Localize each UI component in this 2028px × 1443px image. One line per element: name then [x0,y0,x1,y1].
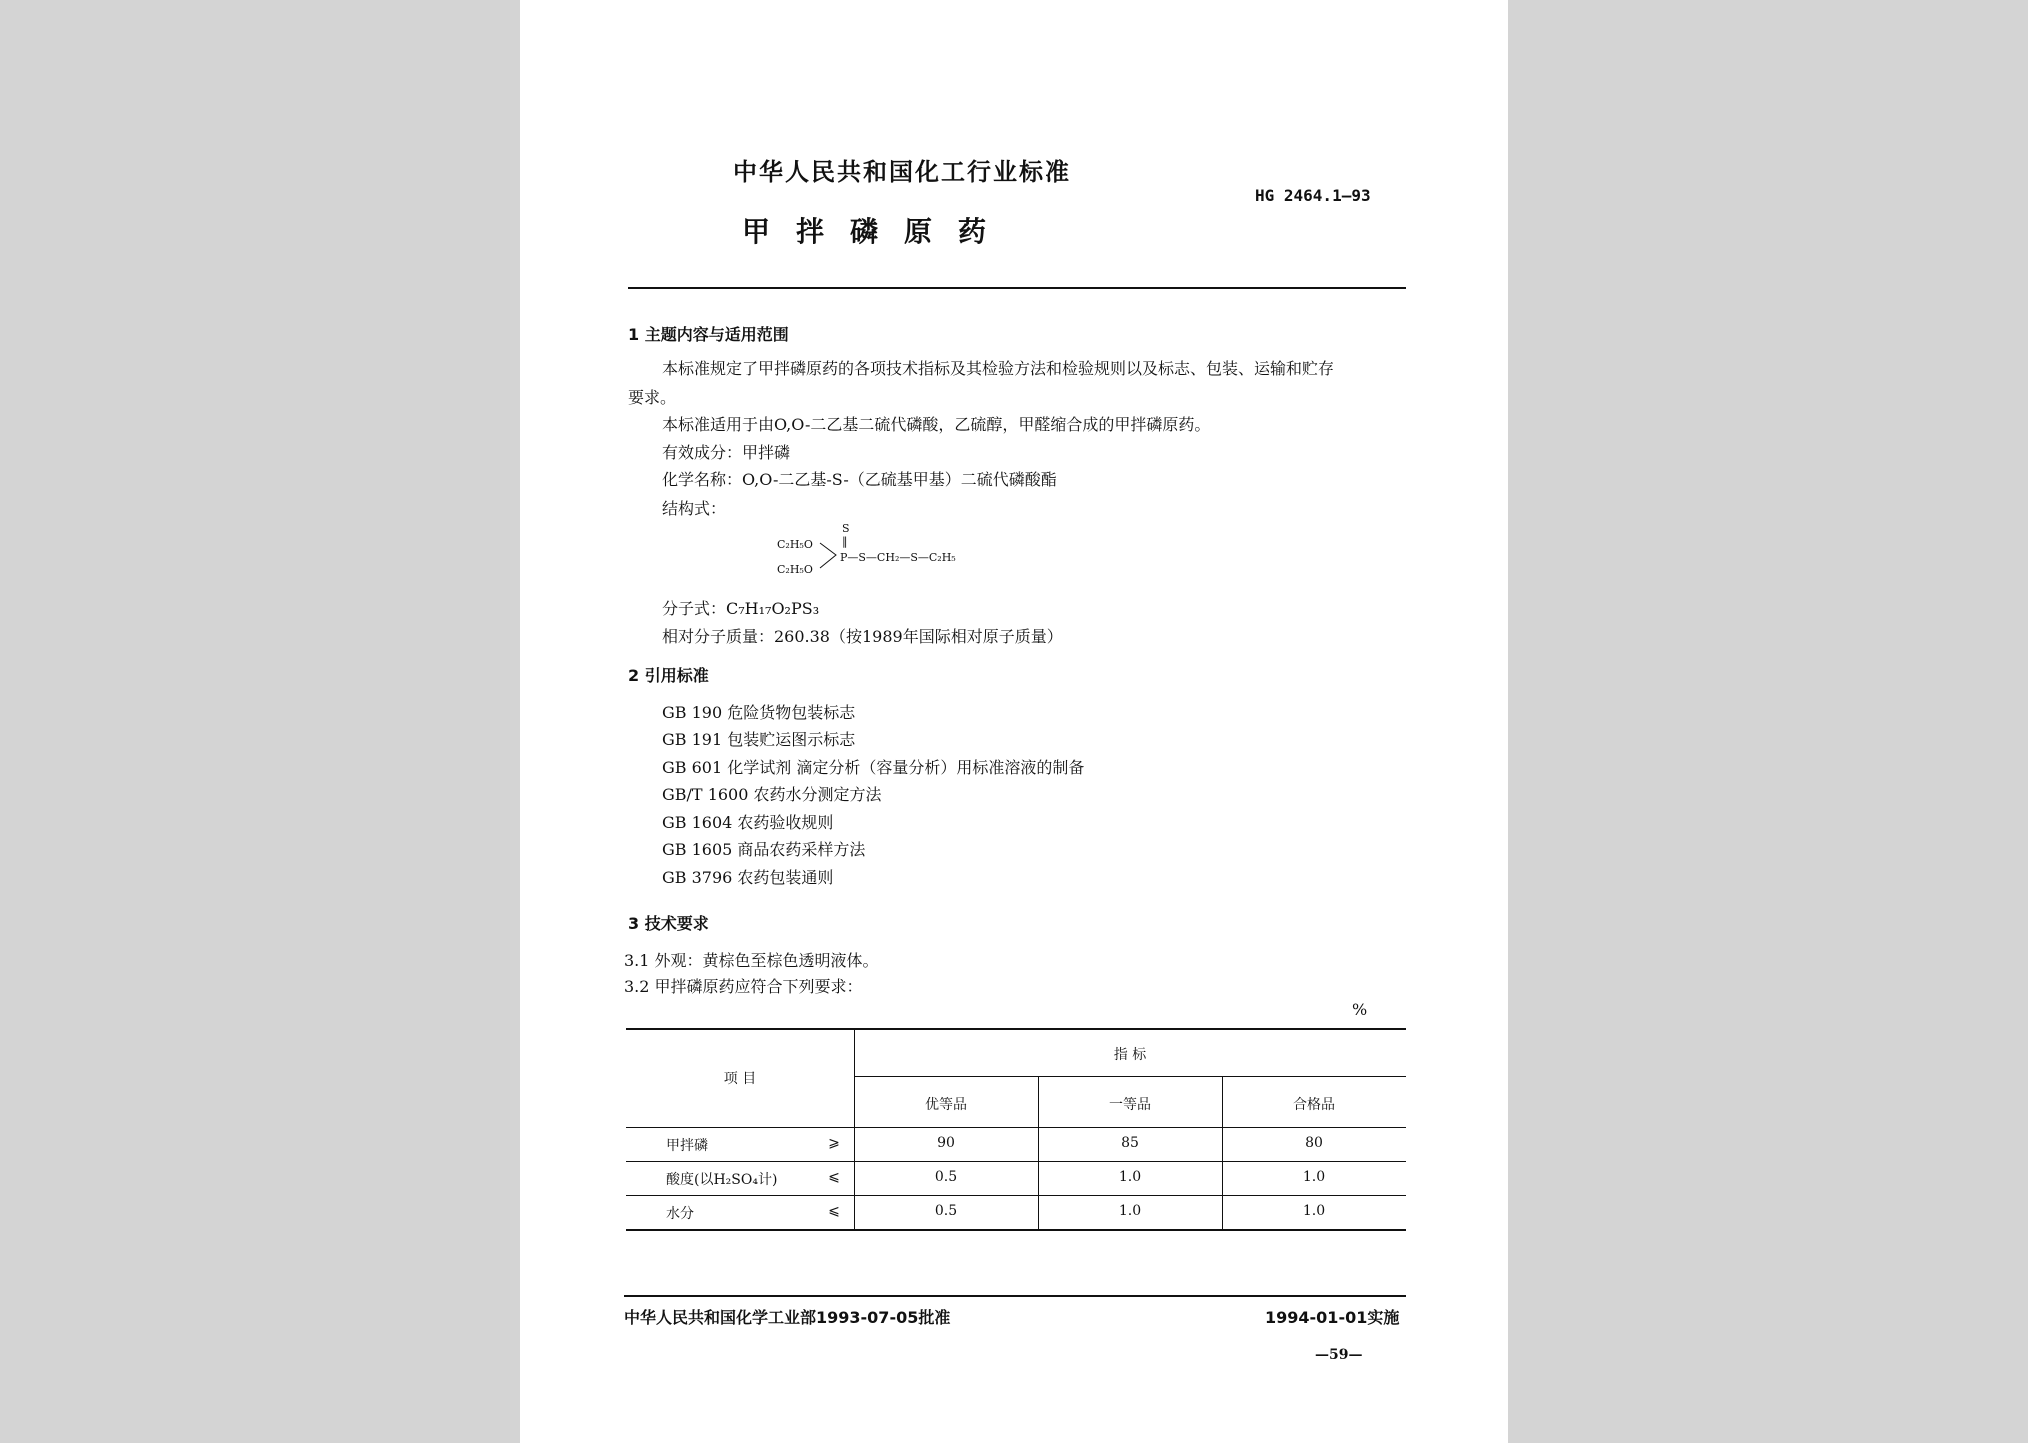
page-number: —59— [1315,1347,1363,1363]
reference-item: GB 190 危险货物包装标志 [662,703,856,722]
table-header-index: 指 标 [1113,1047,1147,1063]
row-name: 甲拌磷 [666,1138,708,1154]
structure-label: 结构式： [662,499,727,518]
structure-chain: P—S—CH₂—S—C₂H₅ [840,551,956,564]
table-bottom-rule [626,1229,1406,1231]
structure-ethoxy-1: C₂H₅O [777,538,813,551]
implementation-date: 1994-01-01实施 [1265,1308,1400,1327]
table-header-item: 项 目 [723,1071,757,1087]
section3-heading: 3 技术要求 [628,914,709,933]
molecular-formula: 分子式：C₇H₁₇O₂PS₃ [662,599,820,618]
row-name: 酸度(以H₂SO₄计) [666,1172,778,1188]
table-header-bottom [626,1127,1406,1128]
row-value: 1.0 [1118,1203,1142,1219]
section1-para2: 本标准适用于由O,O-二乙基二硫代磷酸，乙硫醇，甲醛缩合成的甲拌磷原药。 [662,415,1211,434]
requirement-3-2: 3.2 甲拌磷原药应符合下列要求： [624,977,863,996]
structure-sulfur: S [842,522,850,535]
reference-item: GB 3796 农药包装通则 [662,868,834,887]
molecular-mass: 相对分子质量：260.38（按1989年国际相对原子质量） [662,627,1063,646]
unit-percent: % [1352,1000,1368,1019]
table-row-divider [626,1195,1406,1196]
structure-ethoxy-2: C₂H₅O [777,563,813,576]
footer-rule [624,1295,1406,1297]
table-row-divider [626,1161,1406,1162]
grade-superior: 优等品 [925,1097,967,1113]
reference-item: GB 191 包装贮运图示标志 [662,730,856,749]
active-ingredient: 有效成分：甲拌磷 [662,443,791,462]
header-rule [628,287,1406,289]
document-title: 甲拌磷原药 [742,215,1013,248]
row-value: 0.5 [934,1169,958,1185]
requirement-3-1: 3.1 外观：黄棕色至棕色透明液体。 [624,951,879,970]
grade-first: 一等品 [1109,1097,1151,1113]
row-value: 1.0 [1302,1203,1326,1219]
row-value: 0.5 [934,1203,958,1219]
section1-heading: 1 主题内容与适用范围 [628,325,789,344]
row-value: 1.0 [1302,1169,1326,1185]
requirements-table [626,1028,1406,1232]
structure-bracket [818,541,840,571]
row-operator: ⩽ [828,1203,840,1219]
reference-item: GB 601 化学试剂 滴定分析（容量分析）用标准溶液的制备 [662,758,1085,777]
reference-item: GB 1605 商品农药采样方法 [662,840,866,859]
grade-qualified: 合格品 [1293,1097,1335,1113]
reference-item: GB/T 1600 农药水分测定方法 [662,785,882,804]
row-value: 85 [1121,1135,1139,1151]
row-value: 90 [937,1135,955,1151]
structure-double-bond: ‖ [842,535,848,548]
table-header-divider [854,1076,1406,1077]
section1-para1-line2: 要求。 [628,388,677,407]
standard-code: HG 2464.1—93 [1255,186,1371,205]
row-operator: ⩽ [828,1169,840,1185]
reference-item: GB 1604 农药验收规则 [662,813,834,832]
section2-heading: 2 引用标准 [628,666,709,685]
standard-org: 中华人民共和国化工行业标准 [733,158,1071,186]
approval-line: 中华人民共和国化学工业部1993-07-05批准 [624,1308,951,1327]
row-value: 1.0 [1118,1169,1142,1185]
row-operator: ⩾ [828,1135,840,1151]
section1-para1-line1: 本标准规定了甲拌磷原药的各项技术指标及其检验方法和检验规则以及标志、包装、运输和贮存 [662,359,1335,378]
table-top-rule [626,1028,1406,1030]
document-page [520,0,1508,1443]
row-value: 80 [1305,1135,1323,1151]
row-name: 水分 [666,1206,694,1222]
chemical-name: 化学名称：O,O-二乙基-S-（乙硫基甲基）二硫代磷酸酯 [662,470,1057,489]
